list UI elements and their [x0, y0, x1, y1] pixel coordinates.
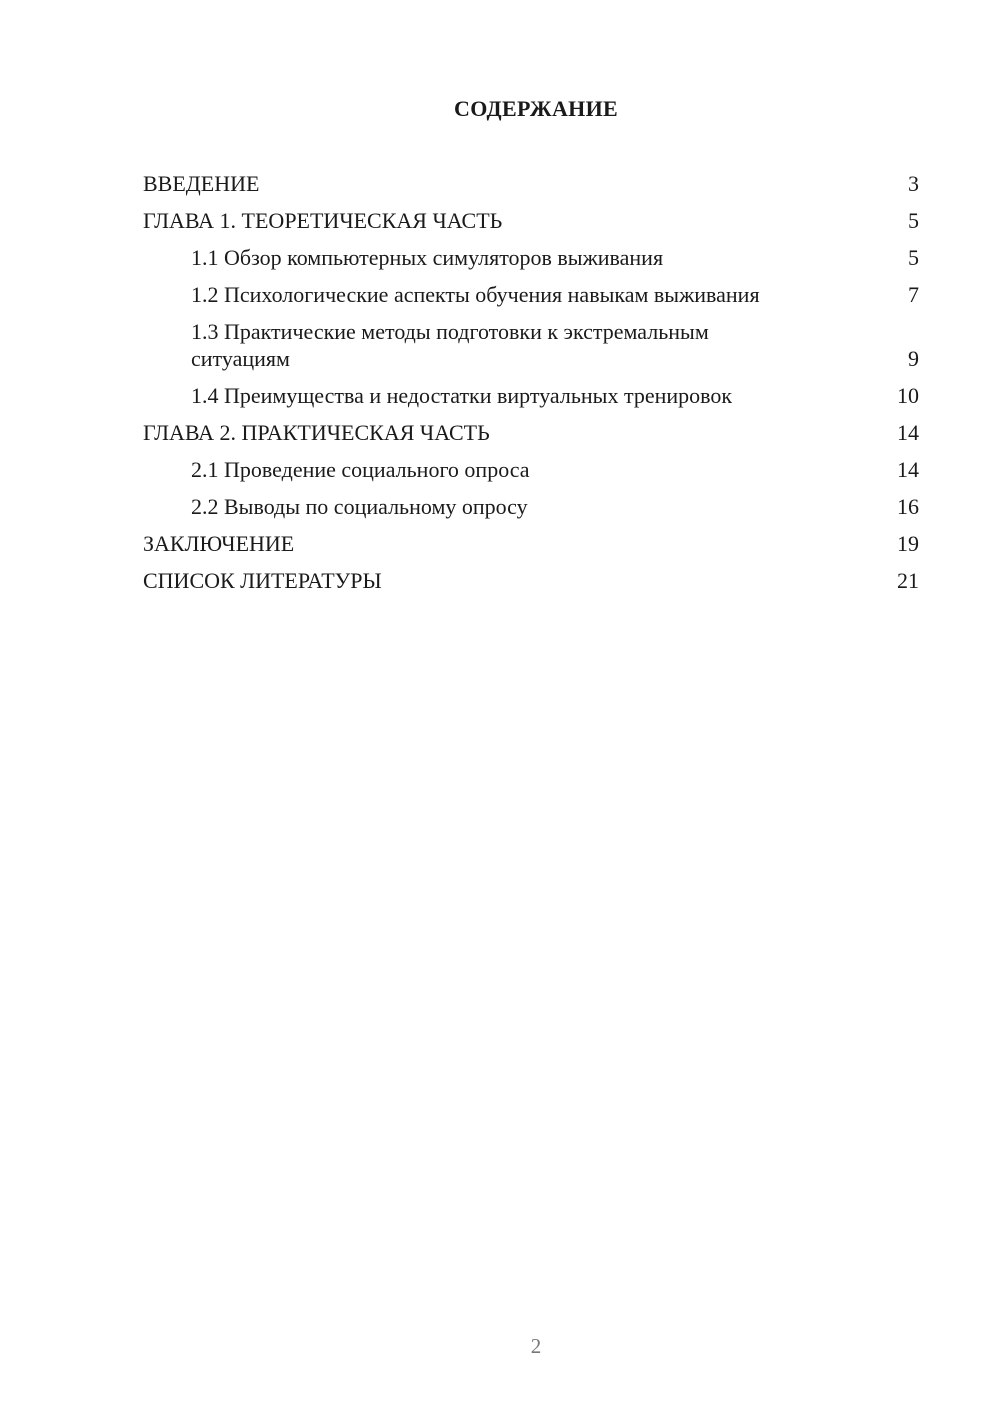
toc-entry-text: 1.3 Практические методы подготовки к экстремальным ситуациям	[191, 319, 709, 371]
toc-entry-text: ЗАКЛЮЧЕНИЕ	[143, 531, 295, 556]
toc-title: СОДЕРЖАНИЕ	[454, 96, 618, 121]
table-of-contents	[143, 170, 919, 604]
toc-entry-text: 2.2 Выводы по социальному опросу	[191, 494, 528, 519]
toc-entry-chapter-2[interactable]	[143, 419, 919, 446]
toc-entry-references[interactable]	[143, 567, 919, 594]
toc-entry-section-1-1[interactable]	[143, 244, 919, 271]
toc-entry-section-2-2[interactable]	[143, 493, 919, 520]
toc-entry-page: 14	[897, 457, 919, 482]
toc-entry-text: 2.1 Проведение социального опроса	[191, 457, 530, 482]
toc-entry-page: 19	[897, 531, 919, 556]
toc-entry-page: 9	[908, 346, 919, 371]
toc-entry-page: 10	[897, 383, 919, 408]
toc-entry-conclusion[interactable]	[143, 530, 919, 557]
toc-entry-page: 16	[897, 494, 919, 519]
toc-entry-page: 5	[908, 208, 919, 233]
toc-entry-section-2-1[interactable]	[143, 456, 919, 483]
toc-entry-introduction[interactable]	[143, 170, 919, 197]
toc-entry-text: ГЛАВА 2. ПРАКТИЧЕСКАЯ ЧАСТЬ	[143, 420, 490, 445]
toc-entry-page: 5	[908, 245, 919, 270]
toc-entry-page: 14	[897, 420, 919, 445]
toc-entry-text: 1.4 Преимущества и недостатки виртуальных тренировок	[191, 383, 733, 408]
toc-entry-chapter-1[interactable]	[143, 207, 919, 234]
toc-entry-section-1-2[interactable]	[143, 281, 919, 308]
toc-entry-section-1-3[interactable]	[143, 318, 919, 372]
toc-entry-section-1-4[interactable]	[143, 382, 919, 409]
toc-entry-page: 7	[908, 282, 919, 307]
toc-entry-page: 3	[908, 171, 919, 196]
toc-entry-text: ВВЕДЕНИЕ	[143, 171, 260, 196]
page-number: 2	[530, 1334, 542, 1358]
toc-entry-text: ГЛАВА 1. ТЕОРЕТИЧЕСКАЯ ЧАСТЬ	[143, 208, 503, 233]
toc-entry-text: СПИСОК ЛИТЕРАТУРЫ	[143, 568, 382, 593]
toc-entry-text: 1.1 Обзор компьютерных симуляторов выживания	[191, 245, 664, 270]
toc-entry-page: 21	[897, 568, 919, 593]
toc-entry-text: 1.2 Психологические аспекты обучения навыкам выживания	[191, 282, 760, 307]
